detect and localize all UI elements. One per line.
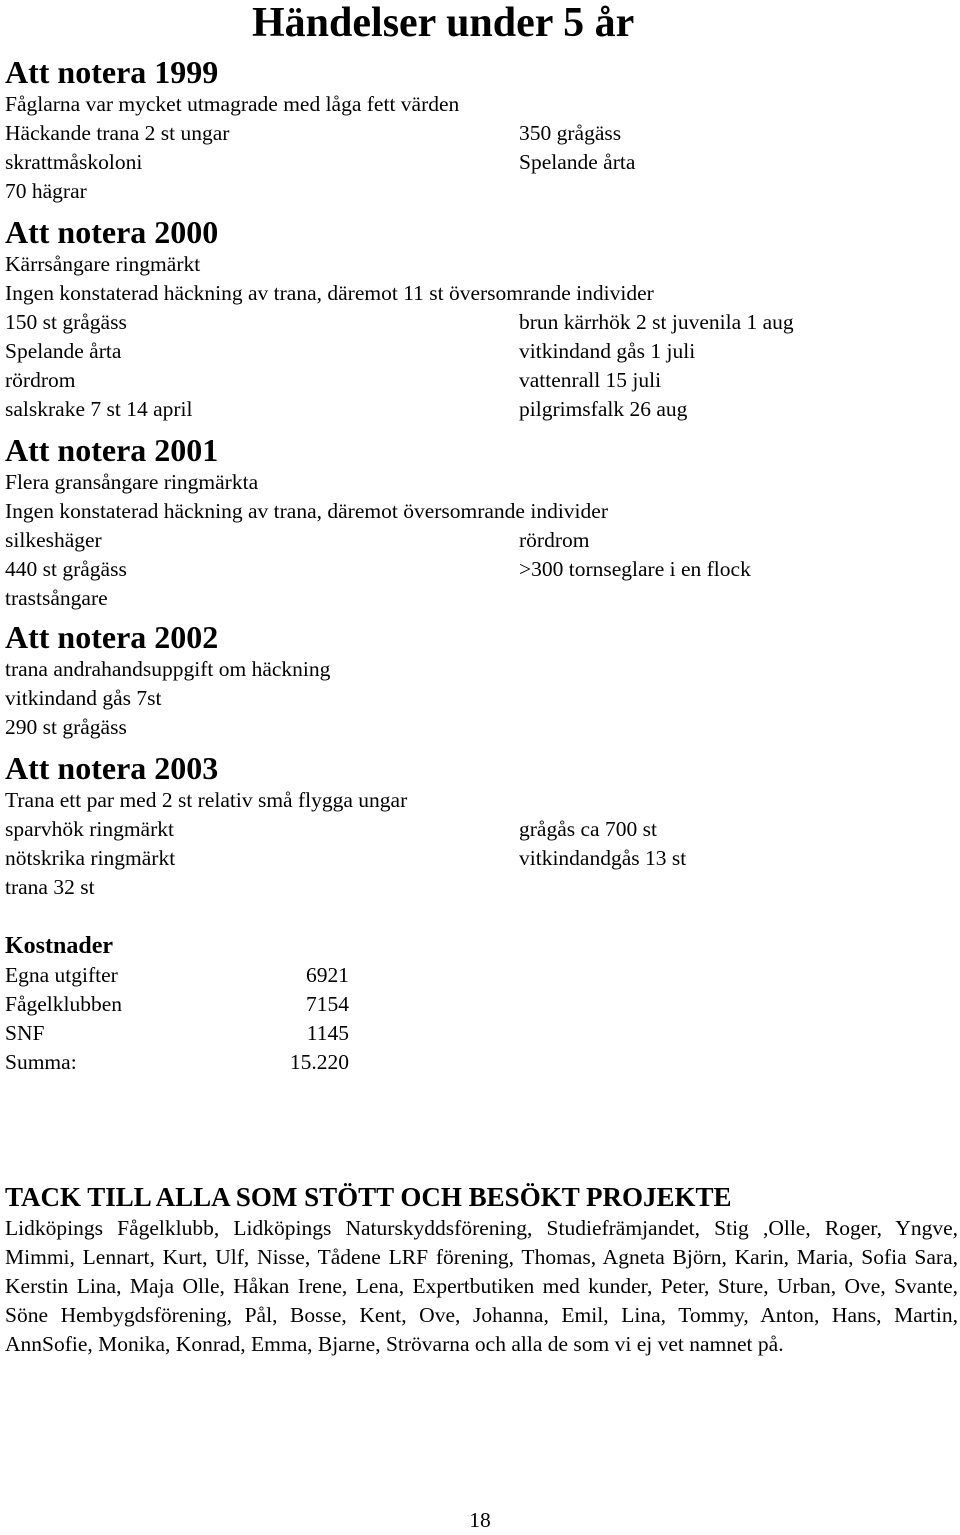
item-left: skrattmåskoloni [5, 150, 143, 174]
item-right: vitkindand gås 1 juli [519, 339, 696, 363]
cost-row [5, 990, 349, 1019]
cost-value: 1145 [306, 1021, 349, 1045]
section-heading: Att notera 2003 [5, 750, 219, 786]
item-right: grågås ca 700 st [519, 817, 657, 841]
list-item [5, 844, 955, 873]
list-item [5, 786, 955, 815]
page-title: Händelser under 5 år [252, 0, 635, 46]
item-left: Fåglarna var mycket utmagrade med låga fett värden [5, 92, 460, 116]
cost-label: SNF [5, 1021, 45, 1045]
item-left: Ingen konstaterad häckning av trana, däremot översomrande individer [5, 499, 608, 523]
item-left: trastsångare [5, 586, 108, 610]
list-item [5, 337, 955, 366]
list-item [5, 308, 955, 337]
item-left: vitkindand gås 7st [5, 686, 162, 710]
item-left: sparvhök ringmärkt [5, 817, 174, 841]
section-heading: Att notera 1999 [5, 54, 219, 90]
cost-label: Fågelklubben [5, 992, 123, 1016]
item-left: silkeshäger [5, 528, 102, 552]
list-item [5, 713, 955, 742]
list-item [5, 655, 955, 684]
item-left: Kärrsångare ringmärkt [5, 252, 201, 276]
list-item [5, 684, 955, 713]
item-left: Häckande trana 2 st ungar [5, 121, 230, 145]
cost-row [5, 1048, 349, 1077]
item-right: vitkindandgås 13 st [519, 846, 687, 870]
list-item [5, 584, 955, 613]
item-left: Spelande årta [5, 339, 122, 363]
thanks-paragraph: Lidköpings Fågelklubb, Lidköpings Naturskyddsförening, Studiefrämjandet, Stig ,Olle, Roger, Yngve, Mimmi, Lennart, Kurt, Ulf, Nisse, Tådene LRF förening, Thomas, Agneta Björn, Karin, Maria, Sofia Sara, Kerstin Lina, Maja Olle, Håkan Irene, Lena, Expertbutiken med kunder, Peter, Sture, Urban, Ove, Svante, Söne Hembygdsförening, Pål, Bosse, Kent, Ove, Johanna, Emil, Lina, Tommy, Anton, Hans, Martin, AnnSofie, Monika, Konrad, Emma, Bjarne, Strövarna och alla de som vi ej vet namnet på. [5, 1216, 958, 1356]
item-left: 440 st grågäss [5, 557, 127, 581]
item-left: salskrake 7 st 14 april [5, 397, 193, 421]
section-heading: Att notera 2001 [5, 432, 219, 468]
cost-row [5, 961, 349, 990]
item-left: Flera gransångare ringmärkta [5, 470, 259, 494]
section-1999 [5, 54, 955, 206]
list-item [5, 395, 955, 424]
item-left: trana andrahandsuppgift om häckning [5, 657, 331, 681]
cost-label: Summa: [5, 1050, 77, 1074]
list-item [5, 90, 955, 119]
item-left: 70 hägrar [5, 179, 87, 203]
item-left: 290 st grågäss [5, 715, 127, 739]
list-item [5, 148, 955, 177]
item-right: pilgrimsfalk 26 aug [519, 397, 688, 421]
section-2001 [5, 432, 955, 613]
item-left: 150 st grågäss [5, 310, 127, 334]
list-item [5, 873, 955, 902]
thanks-heading: TACK TILL ALLA SOM STÖTT OCH BESÖKT PROJEKTE [5, 1182, 732, 1212]
list-item [5, 815, 955, 844]
section-heading: Att notera 2002 [5, 619, 219, 655]
section-heading: Att notera 2000 [5, 214, 219, 250]
section-2000 [5, 214, 955, 424]
item-right: >300 tornseglare i en flock [519, 557, 751, 581]
list-item [5, 526, 955, 555]
item-left: nötskrika ringmärkt [5, 846, 176, 870]
list-item [5, 555, 955, 584]
list-item [5, 250, 955, 279]
page-number: 18 [469, 1508, 491, 1532]
item-left: Trana ett par med 2 st relativ små flygga ungar [5, 788, 408, 812]
item-right: Spelande årta [519, 150, 636, 174]
item-right: brun kärrhök 2 st juvenila 1 aug [519, 310, 794, 334]
list-item [5, 279, 955, 308]
section-2002 [5, 619, 955, 742]
item-left: rördrom [5, 368, 76, 392]
item-left: Ingen konstaterad häckning av trana, däremot 11 st översomrande individer [5, 281, 654, 305]
cost-row [5, 1019, 349, 1048]
cost-label: Egna utgifter [5, 963, 118, 987]
item-right: 350 grågäss [519, 121, 622, 145]
list-item [5, 468, 955, 497]
cost-value: 6921 [306, 963, 349, 987]
list-item [5, 119, 955, 148]
cost-value: 7154 [306, 992, 349, 1016]
item-left: trana 32 st [5, 875, 95, 899]
costs-heading: Kostnader [5, 933, 113, 959]
list-item [5, 177, 955, 206]
item-right: rördrom [519, 528, 590, 552]
section-2003 [5, 750, 955, 902]
cost-value: 15.220 [289, 1050, 349, 1074]
list-item [5, 366, 955, 395]
costs-section [5, 932, 955, 1077]
item-right: vattenrall 15 juli [519, 368, 662, 392]
list-item [5, 497, 955, 526]
